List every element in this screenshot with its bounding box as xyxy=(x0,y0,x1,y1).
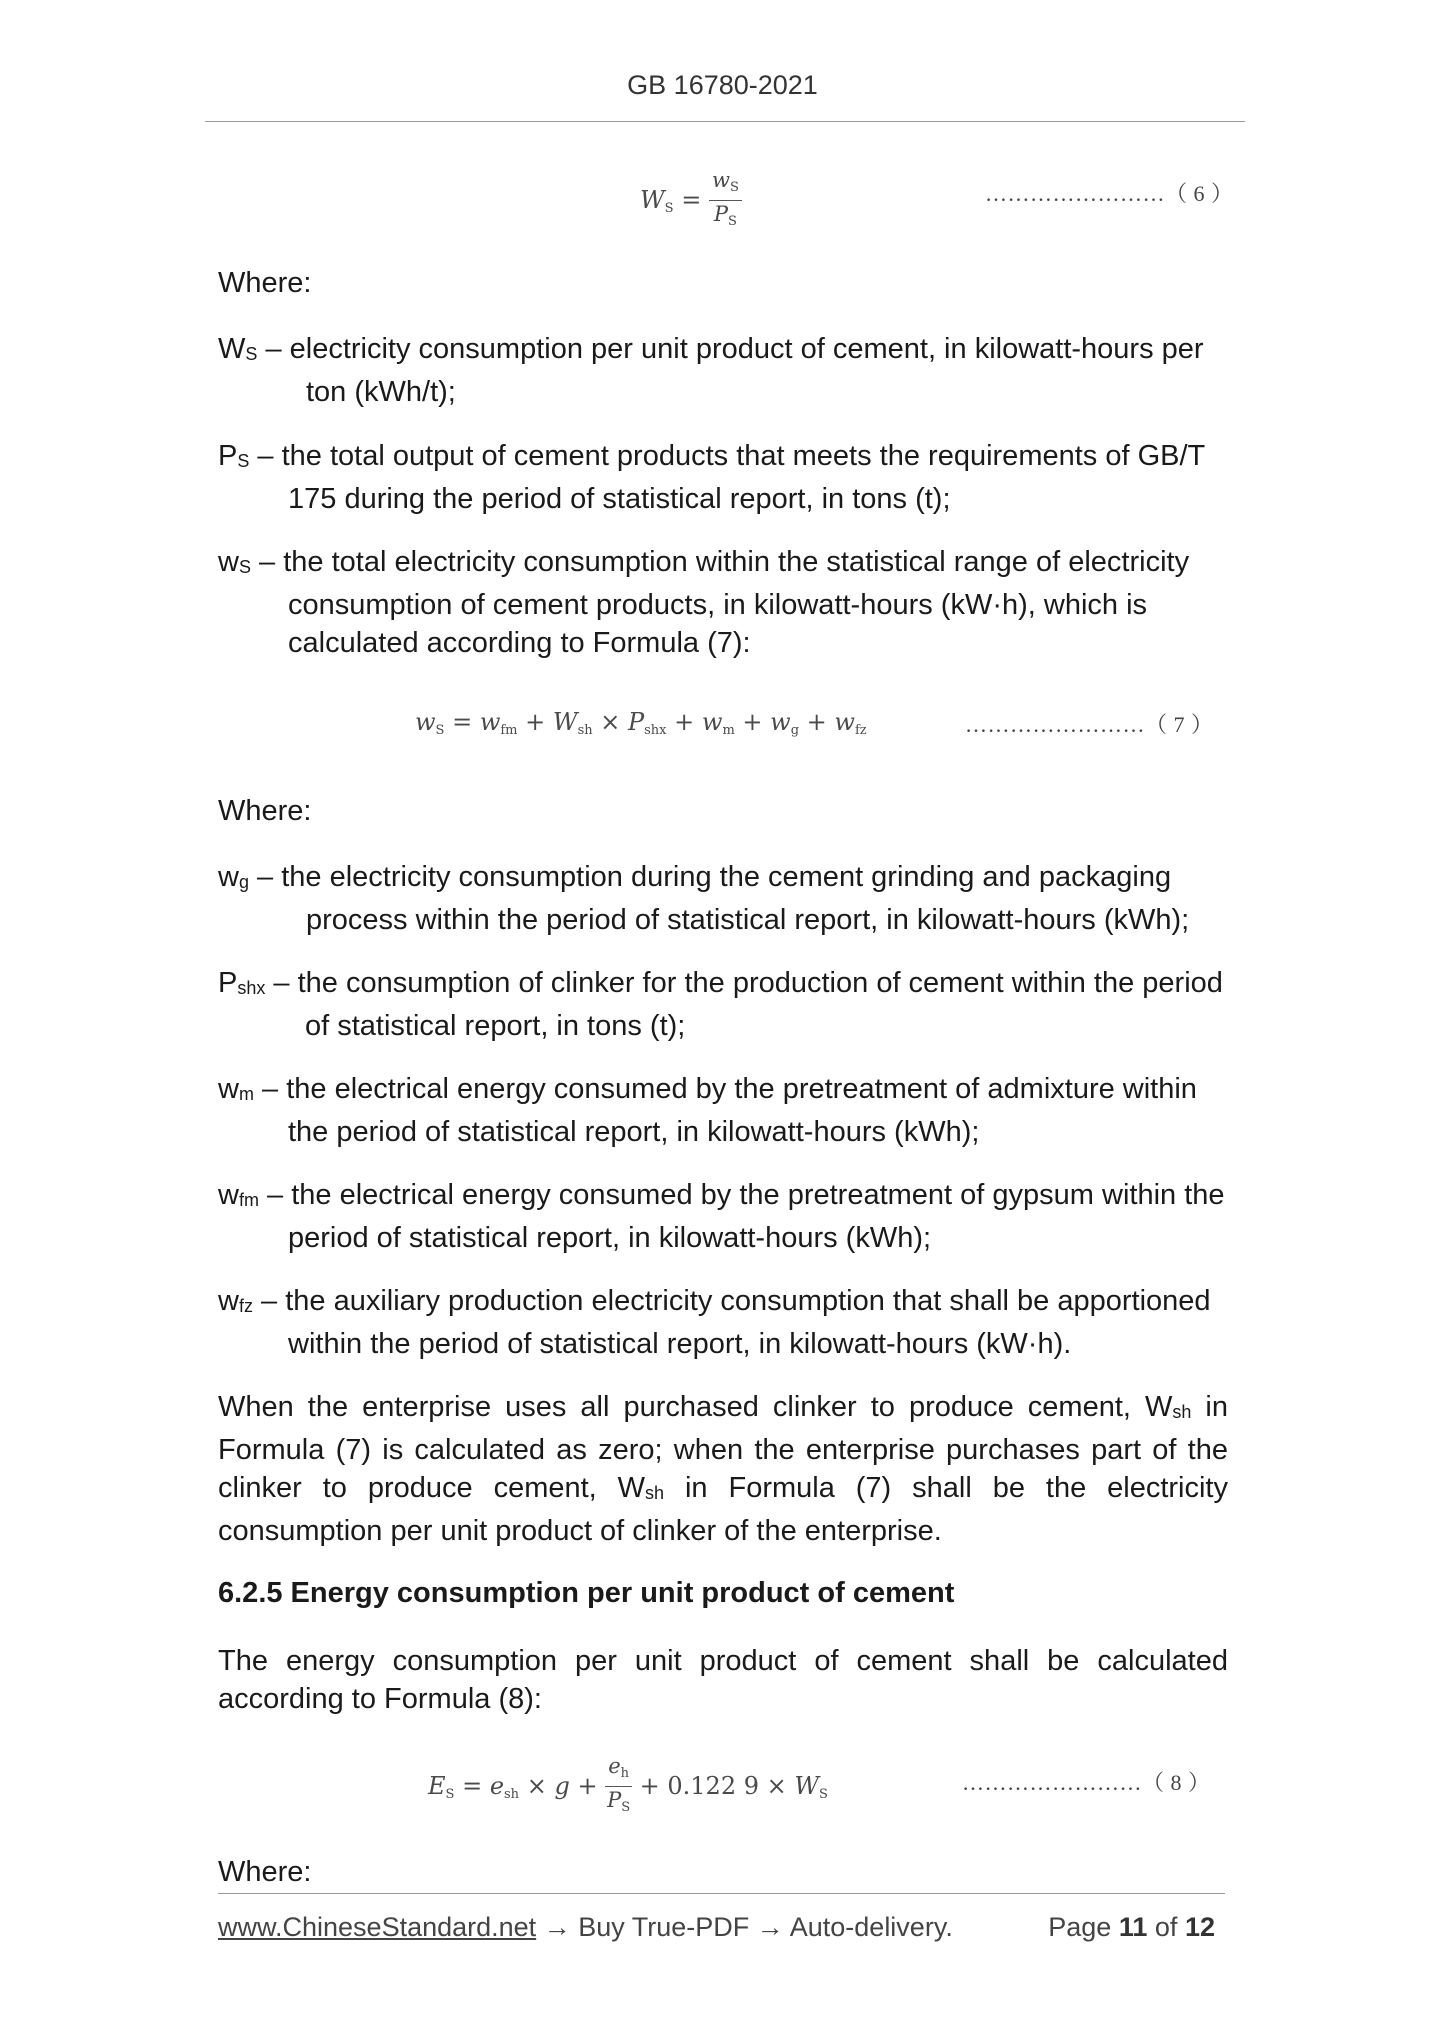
definition-Ps xyxy=(218,437,1228,518)
definition-Ws xyxy=(218,330,1228,411)
symbol: w xyxy=(218,1179,239,1211)
symbol-sub: shx xyxy=(237,978,266,998)
page-footer xyxy=(218,1912,1225,1943)
symbol: w xyxy=(218,546,239,578)
equation-number-6: ……………………（ 6 ） xyxy=(985,181,1234,206)
formula-6: $W_S$ = $\frac{w_S}{P_S}$ xyxy=(640,168,742,235)
symbol: P xyxy=(218,967,238,999)
formula-6-numerator: w xyxy=(711,168,730,192)
footer-divider xyxy=(218,1893,1225,1894)
definition-text: – the electricity consumption during the cement grinding and packaging xyxy=(248,861,1172,893)
paragraph-text: in Formula (7) shall be the electricity consumption per unit product of clinker of the enterprise. xyxy=(218,1472,1228,1547)
symbol-sub: S xyxy=(245,344,258,364)
definition-text: – the total electricity consumption within the statistical range of electricity xyxy=(250,546,1190,578)
definition-continuation: 175 during the period of statistical report, in tons (t); xyxy=(288,483,951,515)
of-label: of xyxy=(1154,1912,1178,1942)
symbol-sub: sh xyxy=(645,1483,665,1503)
definition-wg xyxy=(218,858,1228,939)
definition-text: – the electrical energy consumed by the pretreatment of admixture within xyxy=(253,1073,1197,1105)
total-pages: 12 xyxy=(1184,1912,1215,1942)
symbol: w xyxy=(218,861,239,893)
formula-6-den-sub: S xyxy=(728,214,737,229)
where-label-3: Where: xyxy=(218,1856,312,1888)
formula-6-denominator: P xyxy=(713,202,729,226)
page-header: GB 16780-2021 xyxy=(627,70,818,100)
equation-number-8: ……………………（ 8 ） xyxy=(962,1770,1211,1795)
formula-7: $w_S = w_{fm} + W_{sh} \times P_{shx} + w_m + w_g + w_{fz}$ xyxy=(415,708,867,738)
definition-continuation: within the period of statistical report, in kilowatt-hours (kW·h). xyxy=(288,1328,1072,1360)
paragraph-text: in Formula (7) is calculated as zero; when the enterprise purchases part of the clinker to produce cement, W xyxy=(218,1391,1228,1504)
formula-6-num-sub: S xyxy=(729,180,739,195)
definition-wm xyxy=(218,1070,1228,1151)
where-label-1: Where: xyxy=(218,267,312,299)
symbol: P xyxy=(218,440,238,472)
purchased-clinker-paragraph xyxy=(218,1388,1228,1550)
symbol: w xyxy=(218,1285,239,1317)
symbol-sub: fz xyxy=(238,1296,253,1316)
section-heading-6-2-5: 6.2.5 Energy consumption per unit product of cement xyxy=(218,1577,955,1609)
formula-6-fraction xyxy=(709,168,742,235)
definition-wfm xyxy=(218,1176,1228,1257)
formula-8: $E_S = e_{sh} \times g$ + $\frac{e_h}{P_S}$ + 0.122 $9 \times W_S$ xyxy=(428,1754,828,1821)
definition-text: – the consumption of clinker for the production of cement within the period xyxy=(265,967,1223,999)
definition-ws xyxy=(218,543,1228,662)
definition-continuation: calculated according to Formula (7): xyxy=(288,627,751,659)
chinesestandard-link[interactable]: www.ChineseStandard.net xyxy=(218,1912,537,1942)
header-divider xyxy=(205,121,1245,122)
page-number xyxy=(1048,1912,1215,1943)
definition-text: – the total output of cement products that meets the requirements of GB/T xyxy=(249,440,1206,472)
paragraph-text: When the enterprise uses all purchased clinker to produce cement, W xyxy=(218,1391,1173,1423)
definition-continuation: process within the period of statistical report, in kilowatt-hours (kWh); xyxy=(306,904,1190,936)
symbol-sub: m xyxy=(238,1084,254,1104)
definition-continuation: ton (kWh/t); xyxy=(306,376,456,408)
equation-number-7: ……………………（ 7 ） xyxy=(965,712,1214,737)
symbol-sub: S xyxy=(237,451,250,471)
definition-continuation: period of statistical report, in kilowatt-hours (kWh); xyxy=(288,1222,932,1254)
current-page: 11 xyxy=(1118,1912,1148,1942)
formula-8-fraction: $\frac{e_h}{P_S}$ xyxy=(607,1754,631,1815)
definition-text: – the auxiliary production electricity consumption that shall be apportioned xyxy=(252,1285,1211,1317)
formula-8-intro-paragraph: The energy consumption per unit product of cement shall be calculated according to Formula (8): xyxy=(218,1645,1228,1715)
definition-Pshx xyxy=(218,964,1228,1045)
symbol-sub: S xyxy=(238,557,251,577)
formula-6-lhs: W xyxy=(640,186,665,214)
definition-wfz xyxy=(218,1282,1228,1363)
where-label-2: Where: xyxy=(218,795,312,827)
symbol-sub: fm xyxy=(238,1190,259,1210)
definition-text: – the electrical energy consumed by the pretreatment of gypsum within the xyxy=(258,1179,1225,1211)
symbol-sub: g xyxy=(238,872,249,892)
symbol: W xyxy=(218,333,246,365)
page-label: Page xyxy=(1048,1912,1112,1942)
footer-tagline: → Buy True-PDF → Auto-delivery. xyxy=(536,1912,953,1942)
definition-text: – electricity consumption per unit product of cement, in kilowatt-hours per xyxy=(257,333,1204,365)
formula-6-lhs-sub: S xyxy=(664,201,674,216)
symbol: w xyxy=(218,1073,239,1105)
definition-continuation: of statistical report, in tons (t); xyxy=(305,1010,686,1042)
symbol-sub: sh xyxy=(1172,1402,1192,1422)
definition-continuation: the period of statistical report, in kilowatt-hours (kWh); xyxy=(288,1116,980,1148)
definition-continuation: consumption of cement products, in kilowatt-hours (kW·h), which is xyxy=(288,589,1148,621)
